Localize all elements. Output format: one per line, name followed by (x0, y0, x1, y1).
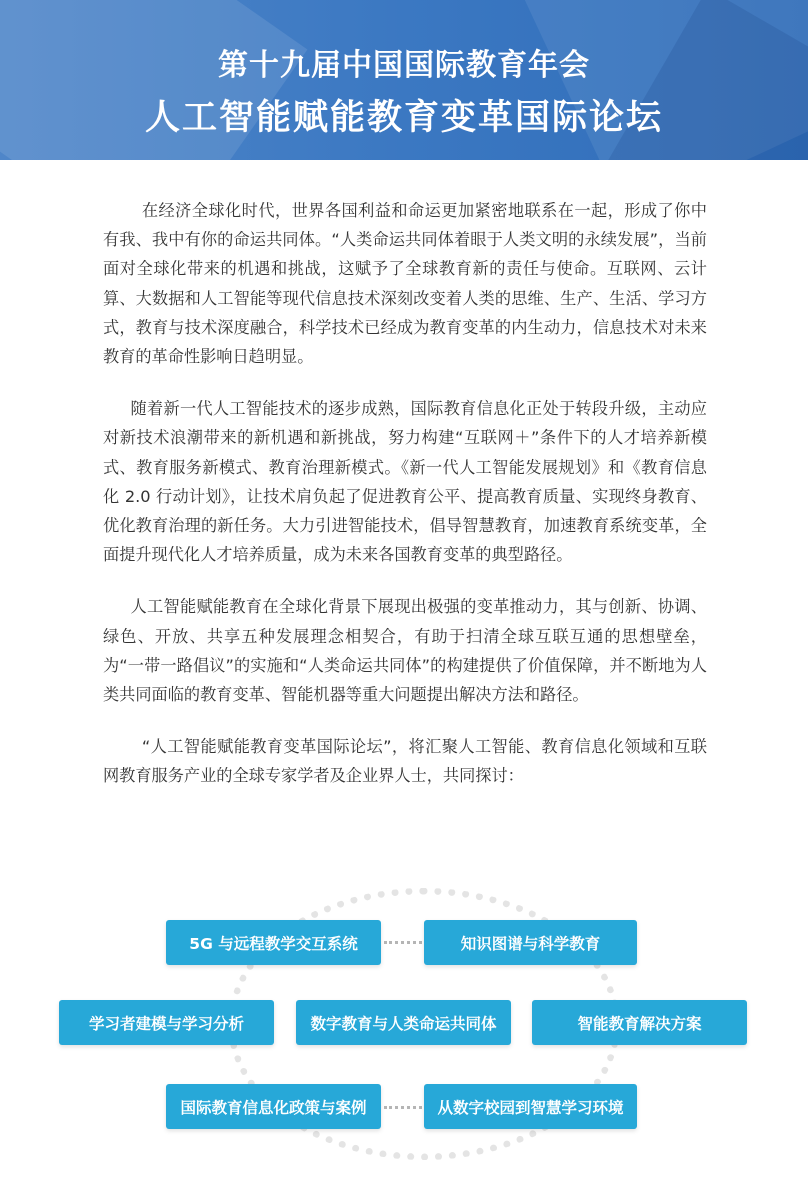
paragraph: 在经济全球化时代，世界各国利益和命运更加紧密地联系在一起，形成了你中有我、我中有你的命运共同体。“人类命运共同体着眼于人类文明的永续发展”，当前面对全球化带来的机遇和挑战，这赋予了全球教育新的责任与使命。互联网、云计算、大数据和人工智能等现代信息技术深刻改变着人类的思维、生产、生活、学习方式，教育与技术深度融合，科学技术已经成为教育变革的内生动力，信息技术对未来教育的革命性影响日趋明显。 (103, 201, 707, 367)
topics-diagram (0, 880, 808, 1180)
paragraph: 随着新一代人工智能技术的逐步成熟，国际教育信息化正处于转段升级，主动应对新技术浪潮带来的新机遇和新挑战，努力构建“互联网＋”条件下的人才培养新模式、教育服务新模式、教育治理新模式。《新一代人工智能发展规划》和《教育信息化 2.0 行动计划》，让技术肩负起了促进教育公平、提高教育质量、实现终身教育、优化教育治理的新任务。大力引进智能技术，倡导智慧教育，加速教育系统变革，全面提升现代化人才培养质量，成为未来各国教育变革的典型路径。 (103, 399, 707, 565)
conference-title: 第十九届中国国际教育年会 (218, 48, 590, 83)
forum-title: 人工智能赋能教育变革国际论坛 (144, 98, 663, 138)
topic-box: 智能教育解决方案 (532, 1000, 747, 1045)
paragraph: 人工智能赋能教育在全球化背景下展现出极强的变革推动力，其与创新、协调、绿色、开放、共享五种发展理念相契合，有助于扫清全球互联互通的思想壁垒，为“一带一路倡议”的实施和“人类命运共同体”的构建提供了价值保障，并不断地为人类共同面临的教育变革、智能机器等重大问题提出解决方法和路径。 (103, 597, 707, 705)
dotted-connector (384, 1106, 422, 1109)
body-text (103, 196, 707, 814)
paragraph: “人工智能赋能教育变革国际论坛”，将汇聚人工智能、教育信息化领域和互联网教育服务产业的全球专家学者及企业界人士，共同探讨： (103, 737, 707, 786)
topic-box: 国际教育信息化政策与案例 (166, 1084, 381, 1129)
topic-box: 知识图谱与科学教育 (424, 920, 637, 965)
topic-box: 从数字校园到智慧学习环境 (424, 1084, 637, 1129)
topic-box: 学习者建模与学习分析 (59, 1000, 274, 1045)
dotted-connector (384, 941, 422, 944)
topic-box: 数字教育与人类命运共同体 (296, 1000, 511, 1045)
header-banner (0, 0, 808, 160)
topic-box: 5G 与远程教学交互系统 (166, 920, 381, 965)
